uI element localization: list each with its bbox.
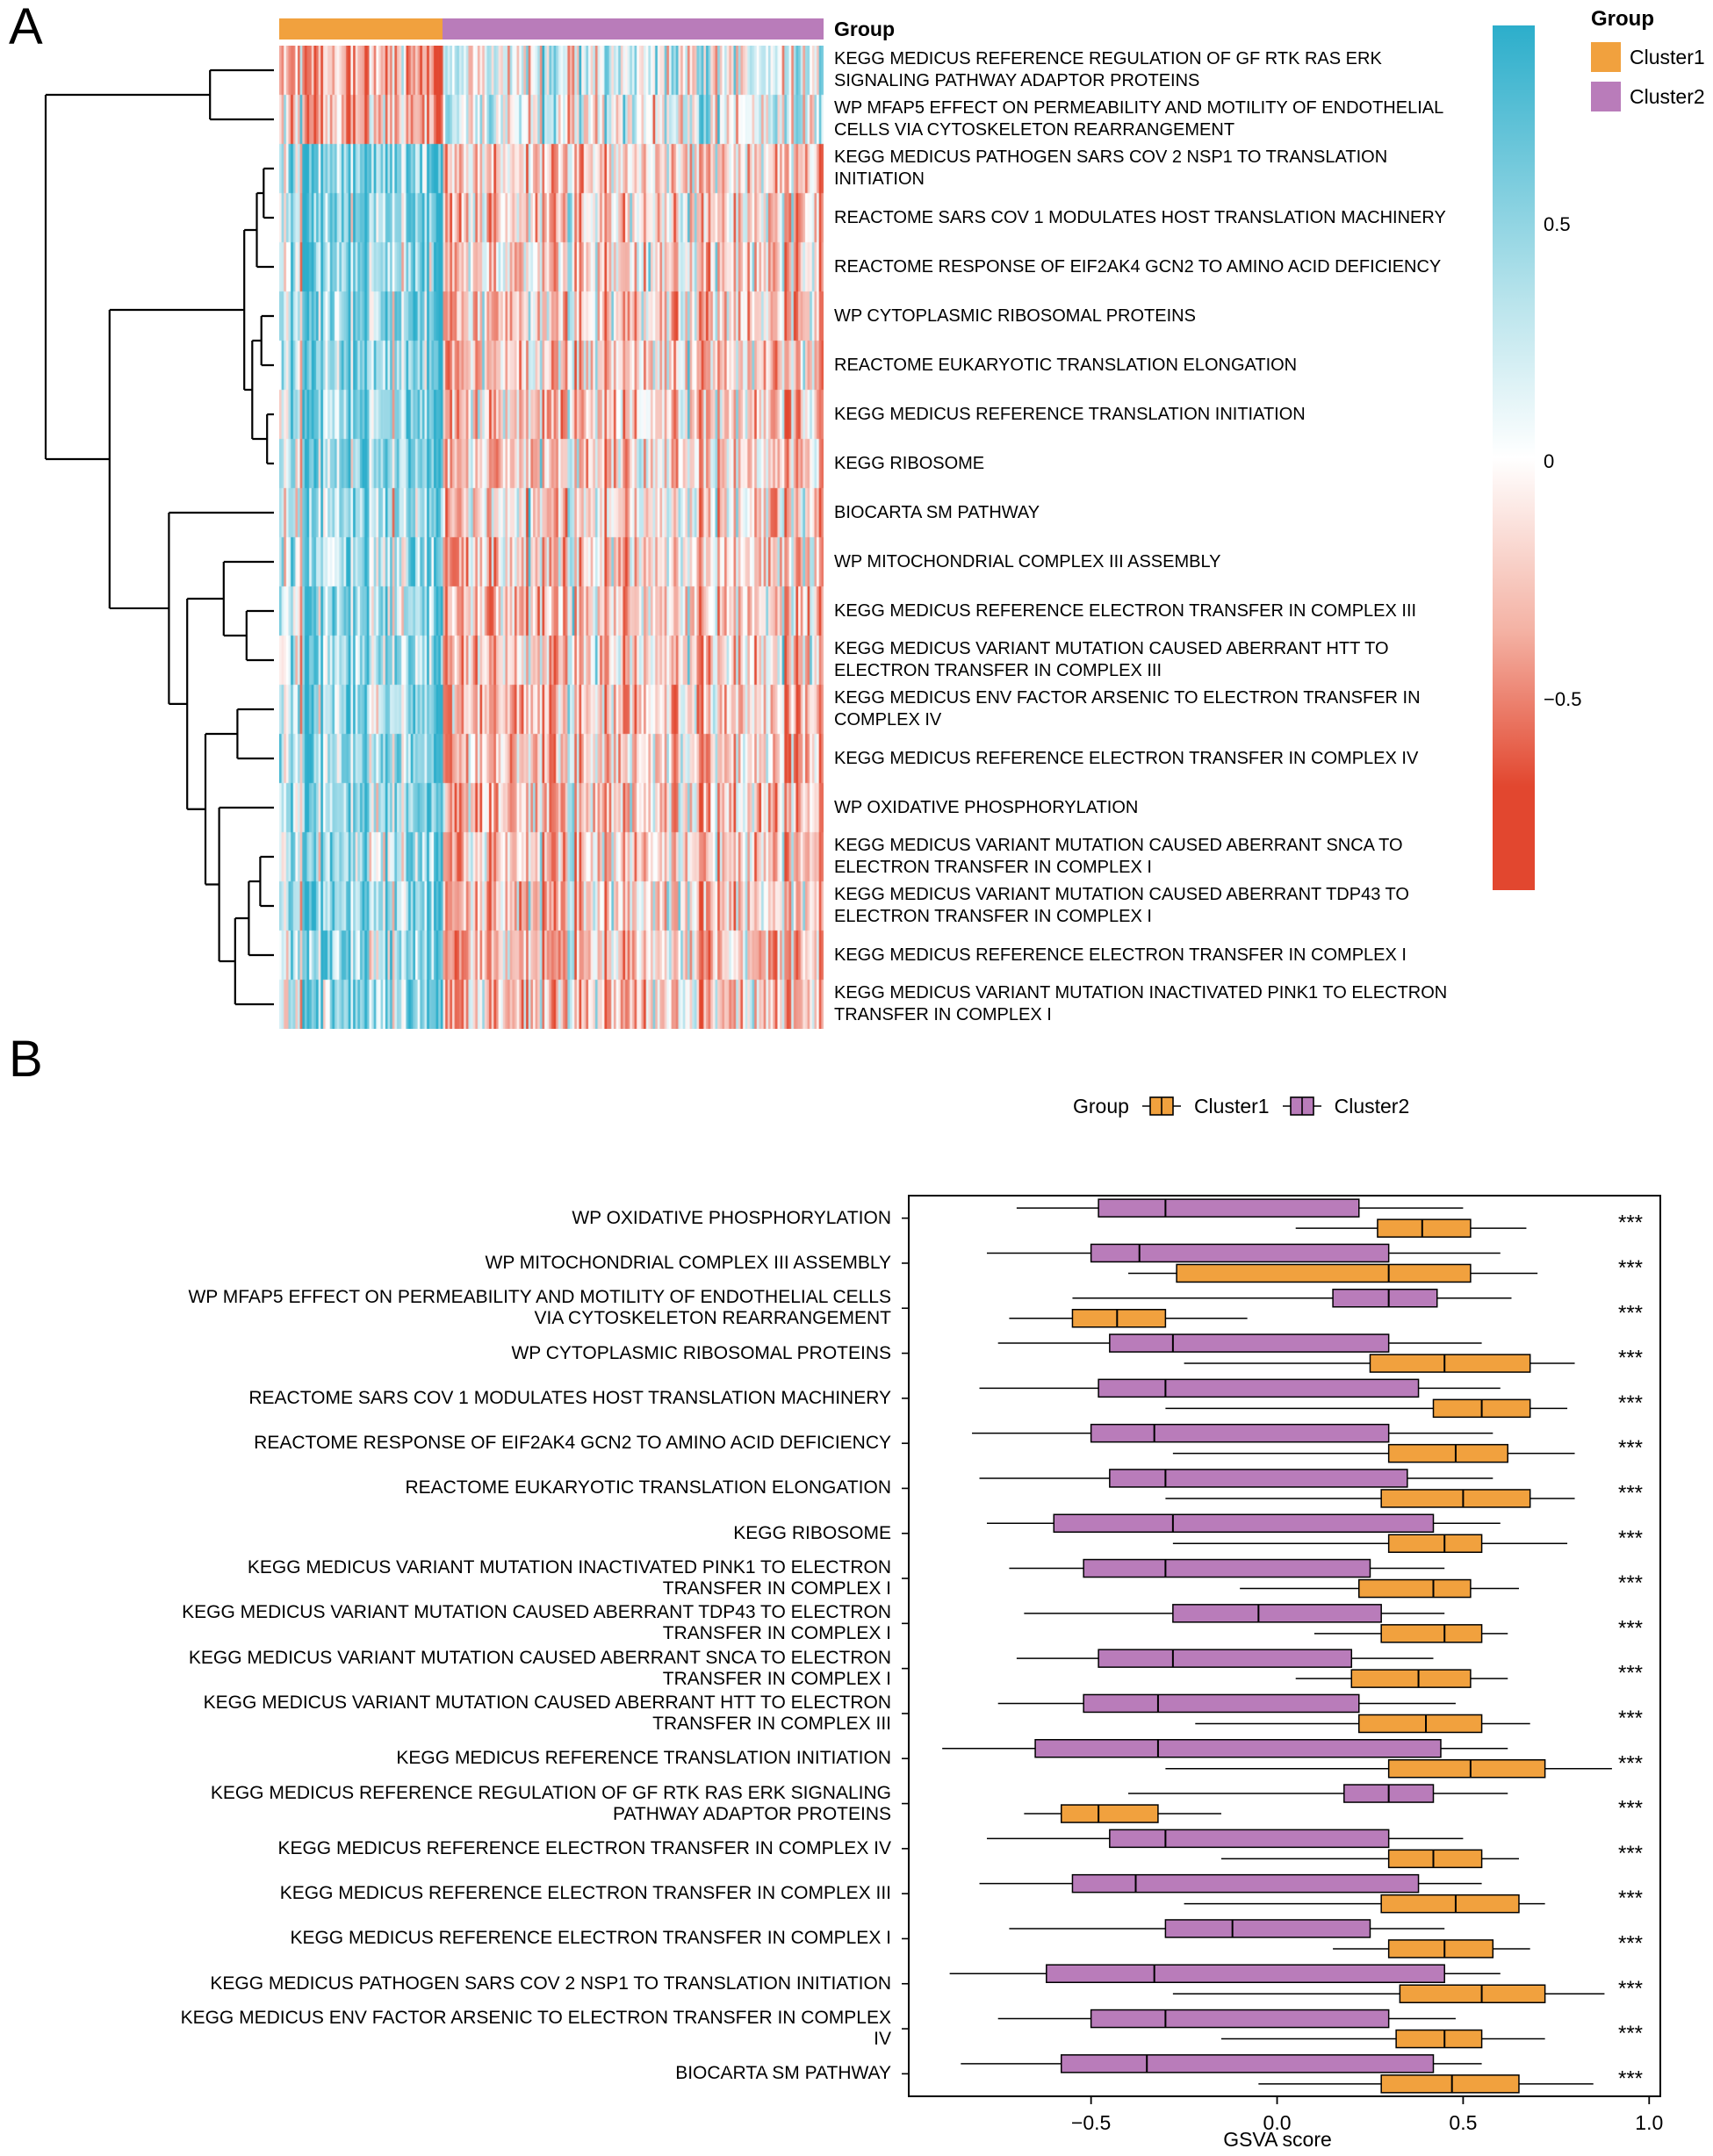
- annotation-cluster1-segment: [279, 18, 443, 40]
- heatmap-canvas: [279, 46, 824, 1029]
- significance-stars: ***: [1617, 1211, 1644, 1235]
- cluster2-boxplot-glyph: [1282, 1094, 1322, 1118]
- cluster2-swatch: [1591, 82, 1621, 111]
- x-axis-title: GSVA score: [1223, 2128, 1332, 2151]
- significance-stars: ***: [1617, 1751, 1644, 1776]
- heatmap-row-label: KEGG MEDICUS ENV FACTOR ARSENIC TO ELECTRON TRANSFER IN COMPLEX IV: [834, 688, 1421, 729]
- boxplot-row-label: BIOCARTA SM PATHWAY: [675, 2063, 891, 2084]
- boxplot-row: [902, 1785, 1643, 1822]
- heatmap-row-label: KEGG MEDICUS REFERENCE TRANSLATION INITIATION: [834, 404, 1306, 424]
- boxplot-row-label: WP MITOCHONDRIAL COMPLEX III ASSEMBLY: [485, 1252, 891, 1273]
- boxplot-row: [902, 1199, 1643, 1237]
- significance-stars: ***: [1617, 1301, 1644, 1326]
- boxplot-row-label: WP MFAP5 EFFECT ON PERMEABILITY AND MOTILITY OF ENDOTHELIAL CELLS VIA CYTOSKELETON REARRANGEMENT: [188, 1287, 891, 1329]
- boxplot-row: [902, 1514, 1643, 1552]
- significance-stars: ***: [1617, 1391, 1644, 1415]
- colorbar-ticks: [1544, 25, 1623, 890]
- group-annotation-bar: [279, 18, 824, 40]
- colorbar: [1493, 25, 1535, 890]
- boxplot-row-label: KEGG MEDICUS REFERENCE ELECTRON TRANSFER IN COMPLEX III: [279, 1883, 891, 1904]
- heatmap-row-label: KEGG MEDICUS REFERENCE ELECTRON TRANSFER IN COMPLEX I: [834, 945, 1407, 965]
- boxplot-row: [902, 1379, 1643, 1417]
- boxplot-row: [902, 2055, 1643, 2093]
- heatmap-legend-item-cluster1: [1591, 42, 1713, 72]
- x-tick-label: 1.0: [1635, 2111, 1664, 2134]
- significance-stars: ***: [1617, 1436, 1644, 1461]
- boxplot-row: [902, 1244, 1643, 1282]
- heatmap-row-label: WP MITOCHONDRIAL COMPLEX III ASSEMBLY: [834, 551, 1221, 571]
- boxplot-row: [902, 1605, 1643, 1642]
- boxplot-row-label: WP OXIDATIVE PHOSPHORYLATION: [572, 1207, 891, 1228]
- x-tick-label: −0.5: [1070, 2111, 1112, 2134]
- significance-stars: ***: [1617, 1931, 1644, 1956]
- annotation-cluster2-segment: [443, 18, 824, 40]
- boxplot-legend-title: Group: [1073, 1094, 1129, 1118]
- heatmap-legend-title: Group: [1591, 7, 1654, 31]
- x-tick-label: 0.5: [1449, 2111, 1478, 2134]
- boxplot-row-label: KEGG MEDICUS REFERENCE ELECTRON TRANSFER IN COMPLEX IV: [277, 1837, 891, 1858]
- boxplot-row: [902, 2010, 1643, 2048]
- significance-stars: ***: [1617, 1571, 1644, 1596]
- cluster1-swatch: [1591, 42, 1621, 72]
- significance-stars: ***: [1617, 1255, 1644, 1280]
- heatmap-row-label: KEGG MEDICUS REFERENCE REGULATION OF GF RTK RAS ERK SIGNALING PATHWAY ADAPTOR PROTEINS: [834, 49, 1382, 90]
- boxplot-row-label: REACTOME SARS COV 1 MODULATES HOST TRANSLATION MACHINERY: [248, 1387, 891, 1408]
- heatmap-row-label: KEGG MEDICUS VARIANT MUTATION CAUSED ABERRANT HTT TO ELECTRON TRANSFER IN COMPLEX III: [834, 639, 1389, 680]
- annotation-title: Group: [834, 17, 895, 40]
- significance-stars: ***: [1617, 1706, 1644, 1730]
- heatmap-row-label: KEGG MEDICUS PATHOGEN SARS COV 2 NSP1 TO TRANSLATION INITIATION: [834, 147, 1388, 189]
- colorbar-tick-low: −0.5: [1544, 688, 1582, 711]
- heatmap-row-label: REACTOME SARS COV 1 MODULATES HOST TRANSLATION MACHINERY: [834, 207, 1446, 227]
- significance-stars: ***: [1617, 2066, 1644, 2091]
- significance-stars: ***: [1617, 1796, 1644, 1821]
- boxplot-svg: [882, 1176, 1681, 2142]
- boxplot-row-label: KEGG MEDICUS REFERENCE ELECTRON TRANSFER IN COMPLEX I: [290, 1928, 891, 1949]
- boxplot-row-label: REACTOME RESPONSE OF EIF2AK4 GCN2 TO AMINO ACID DEFICIENCY: [254, 1433, 891, 1454]
- boxplot-row: [902, 1290, 1643, 1327]
- plot-frame: [909, 1196, 1660, 2096]
- dendrogram-svg: [33, 46, 276, 1029]
- cluster2-label: Cluster2: [1630, 84, 1705, 108]
- heatmap-row-label: REACTOME RESPONSE OF EIF2AK4 GCN2 TO AMINO ACID DEFICIENCY: [834, 256, 1442, 277]
- boxplot-row: [902, 1470, 1643, 1507]
- boxplot-row: [902, 1740, 1643, 1778]
- panel-b-label: B: [9, 1031, 43, 1088]
- boxplot-row-label: REACTOME EUKARYOTIC TRANSLATION ELONGATION: [405, 1477, 891, 1498]
- significance-stars: ***: [1617, 1976, 1644, 2001]
- boxplot-row-label: KEGG MEDICUS VARIANT MUTATION CAUSED ABERRANT SNCA TO ELECTRON TRANSFER IN COMPLEX I: [188, 1647, 891, 1689]
- boxplot-row: [902, 1965, 1643, 2002]
- significance-stars: ***: [1617, 1616, 1644, 1641]
- boxplot-row-label: KEGG MEDICUS PATHOGEN SARS COV 2 NSP1 TO TRANSLATION INITIATION: [210, 1973, 891, 1994]
- significance-stars: ***: [1617, 1841, 1644, 1865]
- significance-stars: ***: [1617, 1526, 1644, 1550]
- cluster1-label: Cluster1: [1630, 45, 1705, 68]
- heatmap-row-label: WP MFAP5 EFFECT ON PERMEABILITY AND MOTILITY OF ENDOTHELIAL CELLS VIA CYTOSKELETON REARRANGEMENT: [834, 98, 1443, 140]
- x-tick-label: 0.0: [1263, 2111, 1292, 2134]
- heatmap-legend-item-cluster2: [1591, 82, 1713, 111]
- boxplot-row-label: WP CYTOPLASMIC RIBOSOMAL PROTEINS: [511, 1342, 891, 1363]
- boxplot-row: [902, 1425, 1643, 1462]
- significance-stars: ***: [1617, 2022, 1644, 2046]
- significance-stars: ***: [1617, 1886, 1644, 1911]
- boxplot-ylabels: [180, 1196, 891, 2096]
- boxplot-row-label: KEGG MEDICUS VARIANT MUTATION CAUSED ABERRANT HTT TO ELECTRON TRANSFER IN COMPLEX III: [203, 1692, 891, 1734]
- boxplot-row-label: KEGG MEDICUS VARIANT MUTATION CAUSED ABERRANT TDP43 TO ELECTRON TRANSFER IN COMPLEX I: [182, 1602, 891, 1644]
- boxplot-row: [902, 1560, 1643, 1598]
- colorbar-tick-high: 0.5: [1544, 212, 1571, 235]
- boxplot-row: [902, 1920, 1643, 1958]
- heatmap-row-label: KEGG MEDICUS VARIANT MUTATION CAUSED ABERRANT TDP43 TO ELECTRON TRANSFER IN COMPLEX I: [834, 885, 1409, 926]
- heatmap-row-label: KEGG MEDICUS VARIANT MUTATION INACTIVATED PINK1 TO ELECTRON TRANSFER IN COMPLEX I: [834, 983, 1448, 1024]
- boxplot-row-label: KEGG MEDICUS ENV FACTOR ARSENIC TO ELECTRON TRANSFER IN COMPLEX IV: [180, 2008, 891, 2050]
- heatmap-row-label: WP CYTOPLASMIC RIBOSOMAL PROTEINS: [834, 305, 1196, 326]
- heatmap-row-label: KEGG MEDICUS VARIANT MUTATION CAUSED ABERRANT SNCA TO ELECTRON TRANSFER IN COMPLEX I: [834, 836, 1403, 877]
- boxplot-row-label: KEGG RIBOSOME: [733, 1522, 891, 1543]
- significance-stars: ***: [1617, 1346, 1644, 1370]
- boxplot-row-label: KEGG MEDICUS REFERENCE TRANSLATION INITIATION: [396, 1748, 891, 1769]
- heatmap-row-label: KEGG RIBOSOME: [834, 453, 985, 473]
- boxplot-row: [902, 1875, 1643, 1913]
- heatmap-row-label: BIOCARTA SM PATHWAY: [834, 502, 1040, 522]
- boxplot-row-label: KEGG MEDICUS REFERENCE REGULATION OF GF RTK RAS ERK SIGNALING PATHWAY ADAPTOR PROTEINS: [210, 1782, 891, 1824]
- boxplot-legend: [1073, 1094, 1409, 1118]
- heatmap-row-labels: [834, 46, 1479, 1029]
- boxplot-legend-cluster2: Cluster2: [1334, 1094, 1410, 1118]
- boxplot-row: [902, 1829, 1643, 1867]
- heatmap-row-label: KEGG MEDICUS REFERENCE ELECTRON TRANSFER IN COMPLEX IV: [834, 748, 1419, 768]
- heatmap-row-label: WP OXIDATIVE PHOSPHORYLATION: [834, 797, 1139, 817]
- colorbar-tick-mid: 0: [1544, 450, 1555, 473]
- significance-stars: ***: [1617, 1481, 1644, 1506]
- boxplot-row: [902, 1694, 1643, 1732]
- heatmap-legend: [1591, 7, 1713, 121]
- heatmap-row-label: REACTOME EUKARYOTIC TRANSLATION ELONGATION: [834, 355, 1298, 375]
- significance-stars: ***: [1617, 1661, 1644, 1685]
- boxplot-row-label: KEGG MEDICUS VARIANT MUTATION INACTIVATED PINK1 TO ELECTRON TRANSFER IN COMPLEX I: [247, 1557, 891, 1599]
- cluster1-boxplot-glyph: [1141, 1094, 1182, 1118]
- panel-a-label: A: [9, 0, 43, 55]
- boxplot-row: [902, 1649, 1643, 1687]
- dendrogram-path: [46, 70, 274, 1004]
- boxplot-row: [902, 1334, 1643, 1372]
- boxplot-legend-cluster1: Cluster1: [1193, 1094, 1270, 1118]
- heatmap-row-label: KEGG MEDICUS REFERENCE ELECTRON TRANSFER IN COMPLEX III: [834, 600, 1417, 621]
